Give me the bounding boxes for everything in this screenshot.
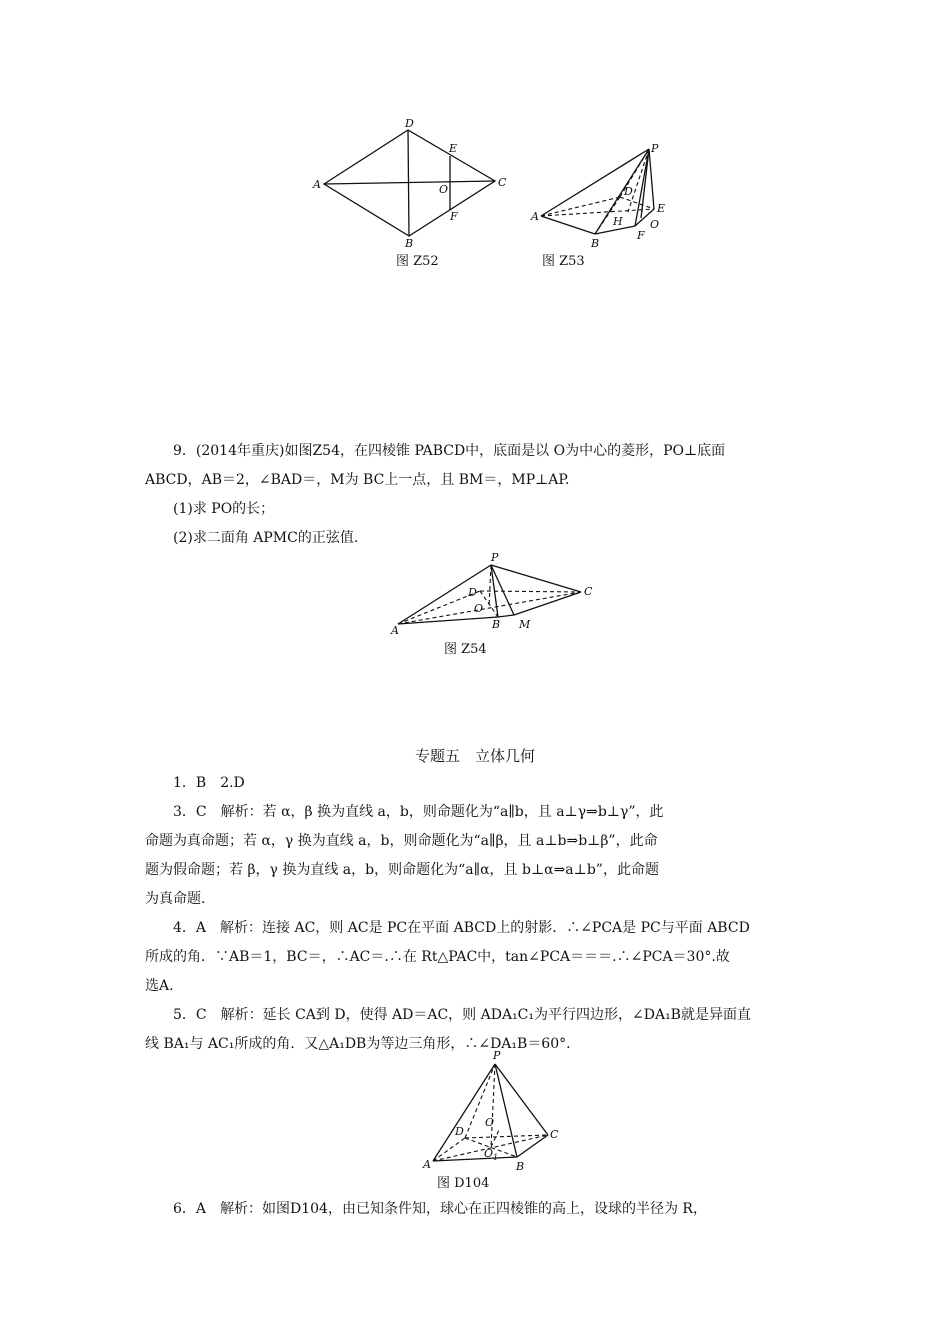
- label-o: O: [650, 218, 660, 231]
- label-o: O: [485, 1116, 495, 1129]
- label-d: D: [405, 117, 414, 130]
- figure-z52: [305, 118, 520, 248]
- label-c: C: [584, 585, 593, 598]
- answer-4-line-1: 4．A 解析：连接 AC，则 AC是 PC在平面 ABCD上的射影．∴∠PCA是 PC与平面 ABCD: [173, 920, 750, 936]
- label-p: P: [491, 551, 499, 564]
- label-c: C: [550, 1128, 559, 1141]
- label-a: A: [423, 1158, 431, 1171]
- label-h: H: [613, 215, 623, 228]
- answers: [145, 769, 810, 1059]
- label-b: B: [405, 237, 414, 250]
- label-d: D: [468, 586, 477, 599]
- label-b: B: [516, 1160, 525, 1173]
- answer-4-line-2: 所成的角．∵AB＝1，BC＝，∴AC＝.∴在 Rt△PAC中，tan∠PCA＝＝＝.∴∠PCA＝30°.故: [145, 949, 730, 965]
- answer-3-line-2: 命题为真命题；若 α，γ 换为直线 a，b，则命题化为“a∥β，且 a⊥b⇒b⊥β”，此命: [145, 833, 658, 849]
- problem-9: [145, 437, 810, 553]
- label-c: C: [498, 176, 507, 189]
- label-p: P: [651, 142, 659, 155]
- label-d: D: [624, 185, 633, 198]
- figure-z53-diagram: [530, 140, 675, 250]
- label-e: E: [657, 202, 666, 215]
- label-d: D: [455, 1125, 464, 1138]
- label-a: A: [313, 178, 321, 191]
- label-f: F: [450, 210, 458, 223]
- answer-6: [145, 1195, 810, 1224]
- label-o1-letter: O: [484, 1147, 494, 1160]
- figure-d104-diagram: [421, 1048, 566, 1173]
- label-b: B: [492, 618, 501, 631]
- caption-z53: 图 Z53: [542, 254, 585, 269]
- label-o: O: [439, 183, 449, 196]
- label-e: E: [449, 142, 458, 155]
- problem-9-line-1: 9．(2014年重庆)如图Z54，在四棱锥 PABCD中，底面是以 O为中心的菱形，PO⊥底面: [173, 443, 726, 459]
- answer-3-line-1: 3．C 解析：若 α，β 换为直线 a，b，则命题化为“a∥b，且 a⊥γ⇒b⊥γ”，此: [173, 804, 664, 820]
- label-b: B: [591, 237, 600, 250]
- label-o1: [484, 1147, 498, 1162]
- label-f: F: [637, 229, 645, 242]
- answer-1-2: 1．B 2.D: [173, 775, 245, 791]
- label-o1-subscript: 1: [493, 1153, 499, 1162]
- figure-z52-diagram: [305, 118, 520, 248]
- label-a: A: [531, 210, 539, 223]
- caption-z54: 图 Z54: [444, 642, 487, 657]
- answer-3-line-4: 为真命题.: [145, 891, 206, 907]
- caption-z52: 图 Z52: [396, 254, 439, 269]
- caption-d104: 图 D104: [437, 1176, 490, 1191]
- section-title: 专题五 立体几何: [414, 747, 535, 765]
- answer-3-line-3: 题为假命题；若 β，γ 换为直线 a，b，则命题化为“a∥α，且 b⊥α⇒a⊥b”，此命题: [145, 862, 659, 878]
- figure-z54: [388, 551, 603, 636]
- answer-4-line-3: 选A.: [145, 978, 174, 994]
- label-o: O: [474, 602, 484, 615]
- figure-z54-diagram: [388, 551, 603, 636]
- figure-z53: [530, 140, 675, 250]
- label-a: A: [391, 624, 399, 637]
- answer-5-line-1: 5．C 解析：延长 CA到 D，使得 AD＝AC，则 ADA₁C₁为平行四边形，∠DA₁B就是异面直: [173, 1007, 751, 1023]
- label-m: M: [519, 618, 531, 631]
- label-p: P: [493, 1049, 501, 1062]
- answer-6-line-1: 6．A 解析：如图D104，由已知条件知，球心在正四棱锥的高上，设球的半径为 R，: [173, 1201, 707, 1217]
- figure-d104: [421, 1048, 566, 1173]
- problem-9-question-1: (1)求 PO的长；: [173, 501, 275, 517]
- problem-9-question-2: (2)求二面角 APMC的正弦值.: [173, 530, 359, 546]
- answer-5-line-2: 线 BA₁与 AC₁所成的角．又△A₁DB为等边三角形，∴∠DA₁B＝60°.: [145, 1036, 571, 1052]
- problem-9-line-2: ABCD，AB＝2，∠BAD＝，M为 BC上一点，且 BM＝，MP⊥AP.: [145, 472, 570, 488]
